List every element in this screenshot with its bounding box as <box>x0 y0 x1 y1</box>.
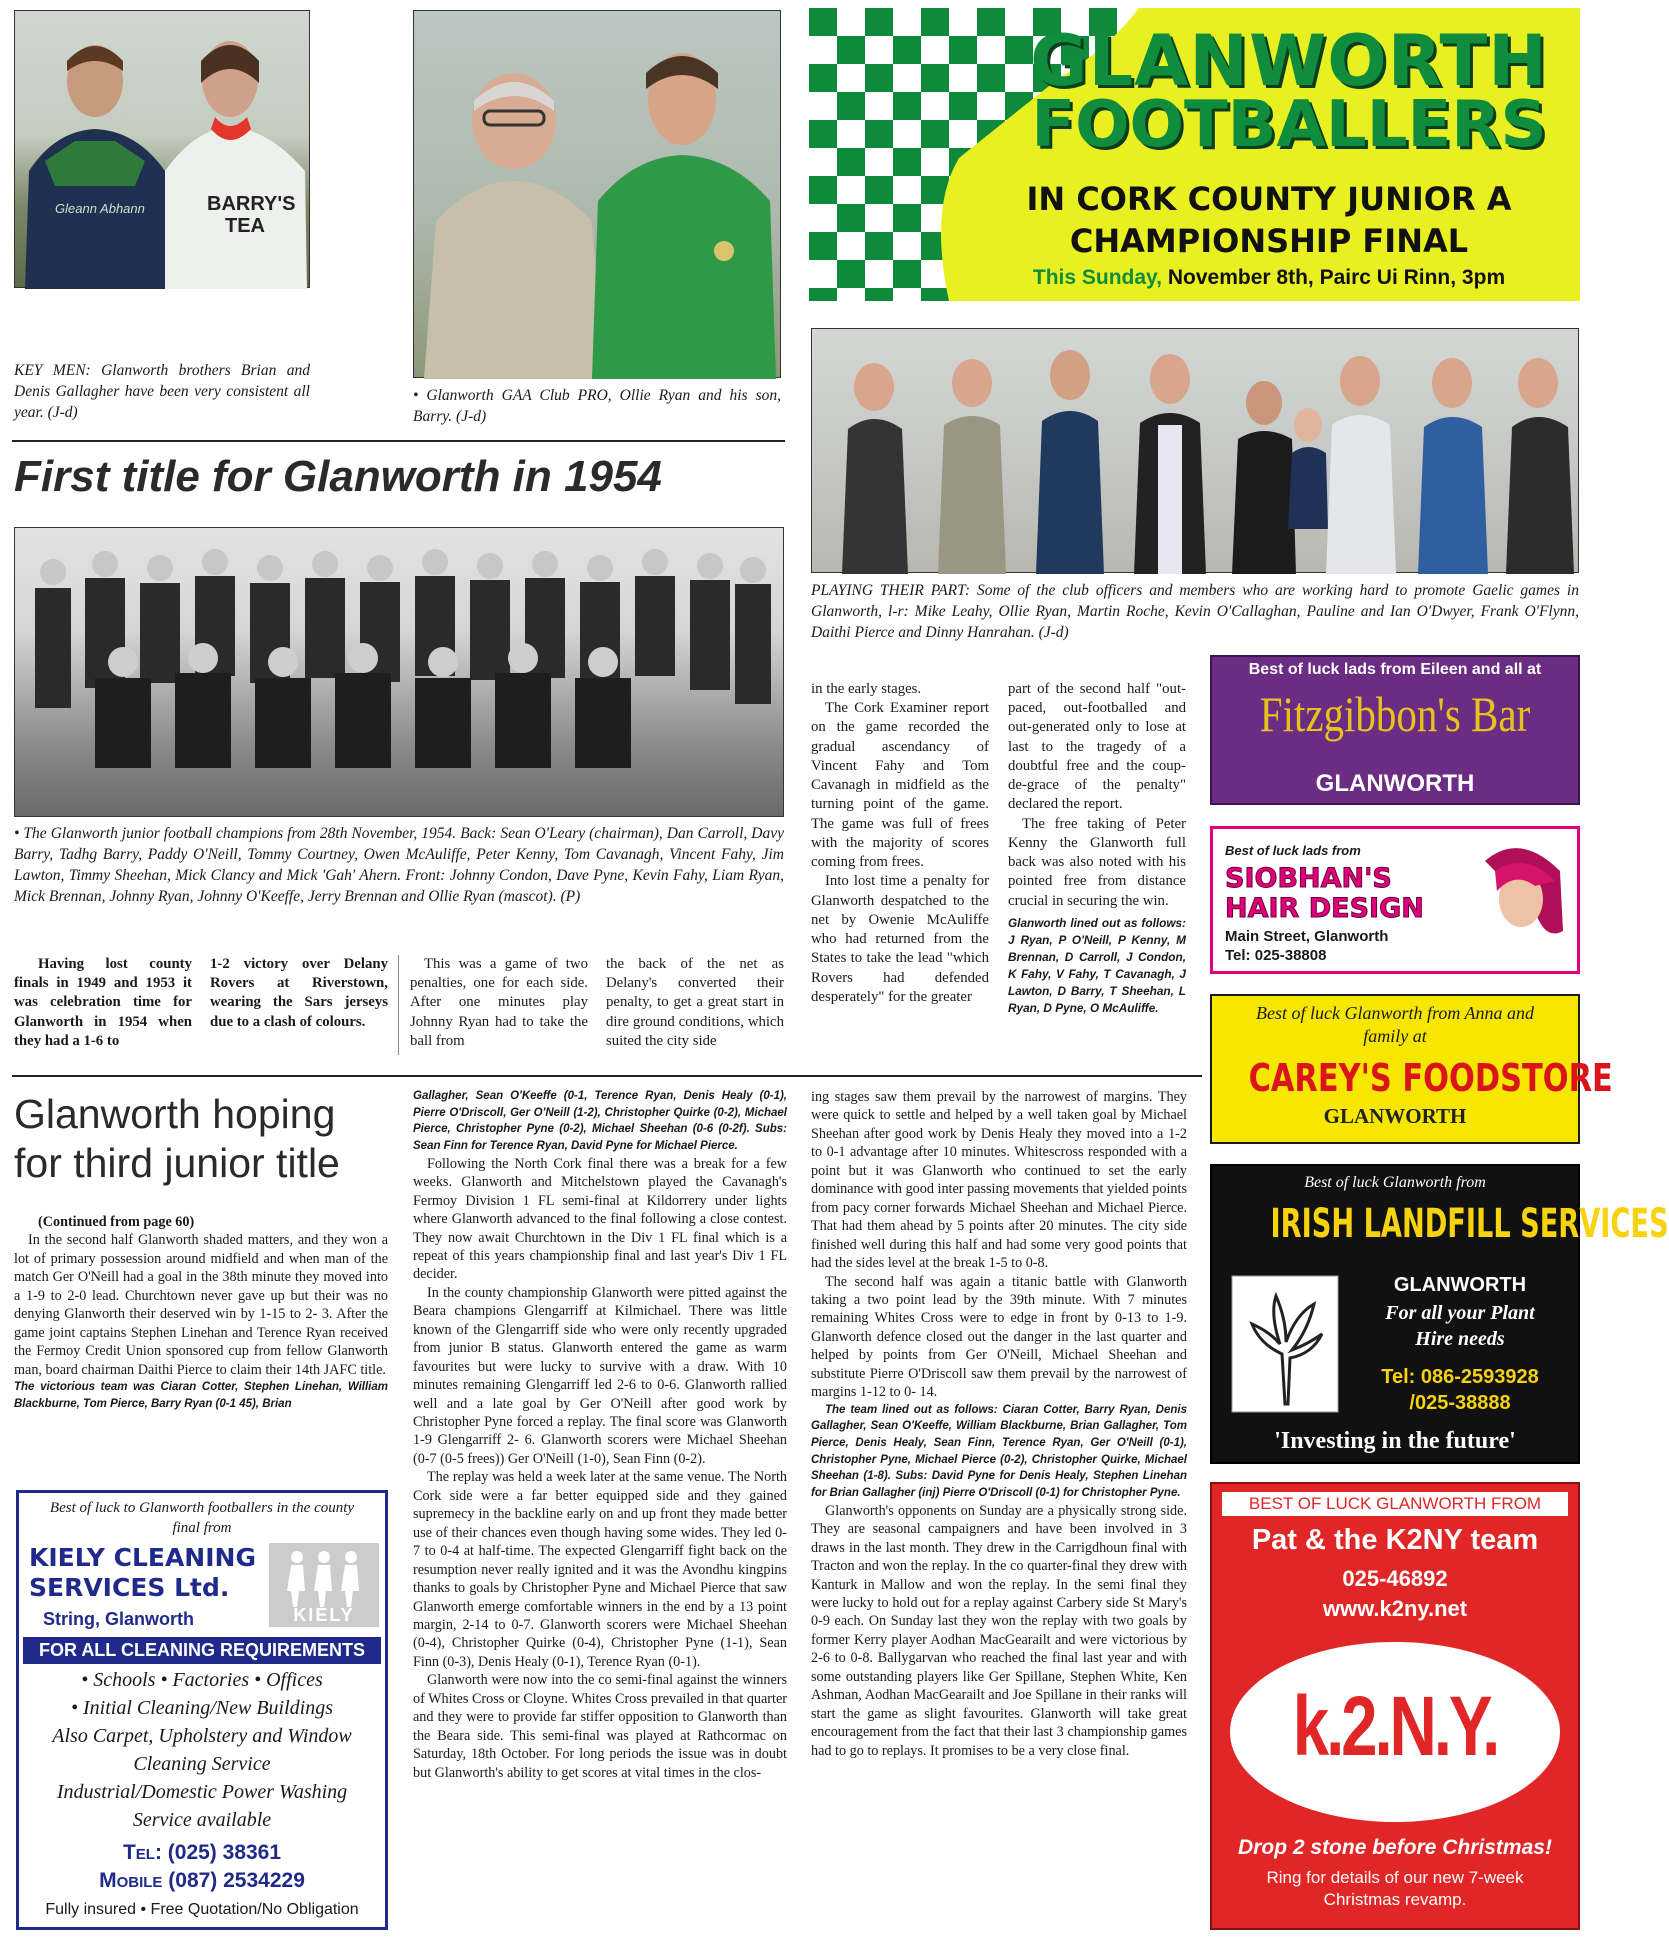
ad-k2ny-logo: k.2.N.Y. <box>1292 1679 1498 1773</box>
article1-col6-lineup: Glanworth lined out as follows: J Ryan, P O'Neill, P Kenny, M Brennan, D Carroll, J Condon, K Fahy, V Fahy, T Cavanagh, J Lawton, D Barry, T Sheehan, L Ryan, D Pyne, O McAuliffe. <box>1008 915 1186 1016</box>
ad-landfill-slogan: 'Investing in the future' <box>1274 1428 1516 1454</box>
article1-col4 <box>606 955 784 1051</box>
article1-col5 <box>811 680 989 1007</box>
ad-kiely-l5: Industrial/Domestic Power Washing <box>56 1781 348 1803</box>
ad-landfill-tel2: /025-38888 <box>1409 1392 1511 1414</box>
caption-brothers: KEY MEN: Glanworth brothers Brian and Denis Gallagher have been very consistent all year. (J-d) <box>14 362 310 422</box>
banner-date <box>969 266 1569 290</box>
jersey-text-right-1: BARRY'S <box>207 193 296 215</box>
ad-landfill-place: GLANWORTH <box>1393 1274 1527 1296</box>
ad-kiely-top: Best of luck to Glanworth footballers in the county final from <box>49 1500 355 1536</box>
ad-kiely-l1: • Schools • Factories • Offices <box>81 1669 323 1691</box>
ad-kiely-logo-box <box>269 1543 379 1627</box>
caption-team-1954: • The Glanworth junior football champions from 28th November, 1954. Back: Sean O'Leary (chairman), Dan Carroll, Davy Barry, Tadhg Barry, Paddy O'Neill, Tommy Courtney, Owen McAuliffe, Peter Kenny, Tom Cavanagh, Vincent Fahy, Jim Lawton, Timmy Sheehan, Mick Clancy and Mick 'Gah' Ahern. Front: Johnny Condon, Dave Pyne, Kevin Fahy, Liam Ryan, Mick Brennan, Johnny Ryan, Johnny O'Keeffe, Jerry Brennan and Ollie Ryan (mascot). (P) <box>14 825 784 906</box>
ad-kiely-logo: KIELY <box>293 1605 355 1625</box>
article1-col6 <box>1008 680 1186 1017</box>
ad-siobhan-top: Best of luck lads from <box>1225 843 1361 858</box>
banner-date-rest: November 8th, Pairc Ui Rinn, 3pm <box>1167 266 1506 289</box>
article2-col1 <box>14 1213 388 1412</box>
ad-k2ny-web: www.k2ny.net <box>1322 1596 1468 1621</box>
ad-landfill-name: IRISH LANDFILL SERVICES <box>1270 1201 1669 1247</box>
article1-col-divider <box>398 955 399 1055</box>
article2-c2-lineup: Gallagher, Sean O'Keeffe (0-1, Terence Ryan, Denis Healy (0-1), Pierre O'Driscoll, Ger O'Neill (1-2), Christopher Quirke (0-2), Michael Pierce, Christopher Pyne (0-2), Michael Sheehan (0-6 (0-2f). Subs: Sean Finn for Terence Ryan, David Pyne for Michael Pierce. <box>413 1090 787 1153</box>
article2-c1-p1: In the second half Glanworth shaded matters, and they won a lot of primary possession around midfield and when man of the match Ger O'Neill had a goal in the 38th minute they moved into a 1-9 to 2-0 lead. Churchtown never gave up but their was no denying Glanworth their deserved win by 1-15 to 2- 3. After the game joint captains Stephen Linehan and Terence Ryan received the Fermoy Credit Union sponsored cup from fellow Glanworth man, board chairman Daithi Pierce to claim their 14th JAFC title. <box>14 1232 388 1378</box>
team-1954-illustration <box>15 528 785 818</box>
article1-col1-text: Having lost county finals in 1949 and 1953 it was celebration time for Glanworth in 1954 when they had a 1-6 to <box>14 956 192 1049</box>
ad-landfill-tel1: Tel: 086-2593928 <box>1381 1366 1539 1388</box>
article1-col4-text: the back of the net as Delany's converted their penalty, to get a great start in dire ground conditions, which suited the city side <box>606 956 784 1049</box>
ad-careys-foodstore[interactable] <box>1210 994 1613 1144</box>
ad-siobhan-addr: Main Street, Glanworth <box>1225 928 1389 945</box>
ad-fitzgibbons-top: Best of luck lads from Eileen and all at <box>1248 661 1542 678</box>
ad-k2ny-name: Pat & the K2NY team <box>1251 1524 1539 1556</box>
ad-kiely-place: String, Glanworth <box>43 1609 194 1629</box>
banner-title-2: FOOTBALLERS <box>1031 88 1547 162</box>
article2-c3-p2: The second half was again a titanic battle with Glanworth taking a two point lead by the 39th minute. With 7 minutes remaining Whites Cross were to edge in front by 0-13 to 1-9. Glanworth defence closed out the danger in the last quarter and helped by points from Ger O'Neill, Michael Sheehan and substitute Pierre O'Driscoll saw them prevail by the narrowest of margins 1-12 to 0- 14. <box>811 1273 1187 1401</box>
ad-kiely-l2: • Initial Cleaning/New Buildings <box>70 1697 333 1719</box>
ad-carey-top: Best of luck Glanworth from Anna and family at <box>1256 1003 1534 1047</box>
article1-col6-p2: The free taking of Peter Kenny the Glanworth full back was also noted with his pointed free from distance crucial in securing the win. <box>1008 815 1186 909</box>
article1-col1 <box>14 955 192 1051</box>
woman-portrait-icon <box>1475 841 1565 951</box>
article2-col2 <box>413 1088 787 1930</box>
article2-continued: (Continued from page 60) <box>38 1214 195 1230</box>
ad-kiely-name2: SERVICES Ltd. <box>29 1573 230 1602</box>
banner-title-1: GLANWORTH <box>1030 20 1548 102</box>
article1-col3-text: This was a game of two penalties, one for each side. After one minutes play Johnny Ryan had to take the ball from <box>410 956 588 1049</box>
ad-kiely-mob: Mobile (087) 2534229 <box>99 1869 305 1892</box>
ad-k2ny-top: BEST OF LUCK GLANWORTH FROM <box>1222 1492 1568 1516</box>
ad-kiely-name1: KIELY CLEANING <box>29 1543 256 1572</box>
article2-c3-lineup: The team lined out as follows: Ciaran Cotter, Barry Ryan, Denis Gallagher, Sean O'Keeffe, William Blackburne, Brian Gallagher, Tom Pierce, Denis Healy, Sean Finn, Terence Ryan, Ger O'Neill (0-1), Christopher Pyne, Michael Pierce (0-2), Christopher Quirke, Michael Sheehan (1-8). Subs: David Pyne for Denis Healy, Stephen Linehan for Brian Gallagher (inj) Pierre O'Driscoll (0-1) for Christopher Pyne. <box>811 1403 1187 1500</box>
ad-siobhan-name1: SIOBHAN'S <box>1225 863 1392 894</box>
jersey-text-right-2: TEA <box>225 215 265 237</box>
ad-carey-place: GLANWORTH <box>1323 1104 1467 1128</box>
ad-kiely-foot: Fully insured • Free Quotation/No Obligation <box>45 1901 359 1918</box>
photo-team-1954 <box>14 527 784 817</box>
ad-fitzgibbons-bar[interactable] <box>1210 655 1580 805</box>
rule-mid-page <box>12 1075 1202 1077</box>
article1-col5-p3: Into lost time a penalty for Glanworth despatched to the net by Owenie McAuliffe who had returned from the States to take the lead "which Rovers had defended desperately" for the greater <box>811 873 989 1005</box>
article1-headline: First title for Glanworth in 1954 <box>14 452 662 501</box>
ad-siobhans-hair[interactable] <box>1210 826 1580 974</box>
article2-c2-p3: The replay was held a week later at the same venue. The North Cork side were a far better equipped side and they gained supremecy in the backline early on and up front they made better use of their chances even though having some wides. They led 0-7 to 0-4 at half-time. The expected Glengarriff fight back on the resumption never really ignited and it was the Avondhu kingpins thanks to goals by Christopher Pyne and Michael Pierce that saw Glanworth emerge comfortable winners in the end by a 13 point margin, 2-14 to 0-7. Glanworth scorers were Michael Sheehan (0-4), Christopher Quirke (0-4), Christopher Pyne (1-1), Sean Finn (0-3), Denis Healy (0-1), Terence Ryan (0-1). <box>413 1469 787 1670</box>
ad-k2ny-logo-oval <box>1230 1642 1560 1822</box>
ad-fitzgibbons-name: Fitzgibbon's Bar <box>1259 686 1531 742</box>
ad-k2ny[interactable] <box>1210 1482 1580 1930</box>
article1-col6-p1: part of the second half "out-paced, out-footballed and out-generated only to lose at last to the tragedy of a doubtful free and the coup-de-grace of the penalty" declared the report. <box>1008 681 1186 813</box>
ad-kiely-cleaning[interactable] <box>16 1490 388 1930</box>
tree-logo-icon <box>1230 1274 1340 1414</box>
article2-c2-p1: Following the North Cork final there was a break for a few weeks. Glanworth and Mitchelstown played the Cavanagh's Fermoy Division 1 FL semi-final at Kildorrery under lights where Glanworth advanced to the final following a close contest. They now await Churchtown in the Div 1 FL final which is a repeat of this years championship final and last year's Div 1 FL decider. <box>413 1155 787 1283</box>
article2-c1-lineup: The victorious team was Ciaran Cotter, Stephen Linehan, William Blackburne, Tom Pierce, Barry Ryan (0-1 45), Brian <box>14 1381 388 1410</box>
ad-kiely-l3: Also Carpet, Upholstery and Window <box>52 1725 352 1747</box>
ad-siobhan-name2: HAIR DESIGN <box>1225 893 1424 924</box>
article1-col2-text: 1-2 victory over Delany Rovers at Riverstown, wearing the Sars jerseys due to a clash of colours. <box>210 956 388 1030</box>
banner-finals <box>809 8 1580 301</box>
article2-c2-p2: In the county championship Glanworth were pitted against the Beara champions Glengarriff at Kilmichael. There was little known of the Glengarriff side who were only recently upgraded from junior B status. Glanworth entered the game as warm favourites but were lucky to survive with a draw. With 10 minutes remaining Glengarriff led 2-6 to 0-6. Glanworth rallied well and a late goal by Ger O'Neill after good work by Christopher Pyne forced a replay. The final score was Glanworth 1-9 Glengarriff 2- 6. Glanworth scorers were Michael Sheehan (0-7 (0-5 frees)) Ger O'Neill (1-0), Sean Finn (0-2). <box>413 1284 787 1467</box>
pro-illustration <box>414 11 782 379</box>
ad-kiely-l4: Cleaning Service <box>133 1753 271 1775</box>
article1-col5-p2: The Cork Examiner report on the game recorded the gradual ascendancy of Vincent Fahy and Tom Cavanagh in midfield as the turning point of the game. The game was full of frees with the majority of scores coming from frees. <box>811 700 989 871</box>
article2-c3-p1: ing stages saw them prevail by the narrowest of margins. They were quick to settle and helped by a well taken goal by Michael Sheehan after good work by Denis Healy they moved into a 1-2 to 0-1 advantage after 10 minutes. Whitescross responded with a point but it was Glanworth who continued to set the early dominance with good inter passing movements that yielded points from pacy corner forwards Michael Sheehan and Michael Pierce. That had them ahead by 5 points after 20 minutes. The city side finished well during this half and had some very good points that had the sides level at the break 1-5 to 0-8. <box>811 1089 1187 1272</box>
ad-k2ny-sub2: Christmas revamp. <box>1323 1890 1467 1909</box>
caption-pro: • Glanworth GAA Club PRO, Ollie Ryan and his son, Barry. (J-d) <box>413 387 781 426</box>
ad-landfill-l1: For all your Plant <box>1385 1302 1535 1324</box>
ad-kiely-l6: Service available <box>132 1809 272 1831</box>
article2-c2-p4: Glanworth were now into the co semi-final against the winners of Whites Cross or Cloyne. Whites Cross prevailed in that quarter and they were to provide far stiffer opposition to Glanworth than the Beara side. This semi-final was played at Rathcormac on Saturday, 18th October. For long periods the issue was in doubt but Glanworth's ability to get scores at vital times in the clos- <box>413 1672 787 1781</box>
article2-col3 <box>811 1088 1187 1930</box>
article1-col5-p1: in the early stages. <box>811 681 922 697</box>
ad-kiely-tel: Tel: (025) 38361 <box>122 1841 282 1864</box>
ad-irish-landfill[interactable] <box>1210 1164 1669 1464</box>
article1-col2 <box>210 955 388 1032</box>
article2-c3-p3: Glanworth's opponents on Sunday are a physically strong side. They are seasonal campaigners and have been involved in 3 draws in the last month. They drew in the Carrigdhoun final with Tracton and won the replay. In the co quarter-final they drew with Kanturk in Mallow and won the replay. In the semi final they were lucky to hold out for a replay against Carbery side St Mary's 0-9 each. On Sunday last they won the replay with two goals by former Kerry player Aodhan MacGearailt and were victorious by 2-6 to 0-8. Ballygarvan who reached the final last year and with some outstanding players like Ger Spillane, Stephen White, Ken Ashman, Aodhan MacGearailt and Joe Spillane in their ranks will start the game as slight favourites. Glanworth will take great encouragement from the fact that their last 3 championship games had to go to replays. It promises to be a very close final. <box>811 1502 1187 1759</box>
ad-k2ny-tel: 025-46892 <box>1342 1566 1448 1591</box>
brothers-illustration <box>15 11 311 289</box>
banner-date-prefix: This Sunday, <box>1032 266 1163 289</box>
banner-sub-1: IN CORK COUNTY JUNIOR A <box>1026 180 1512 218</box>
ad-carey-name: CAREY'S FOODSTORE <box>1248 1056 1613 1100</box>
ad-fitzgibbons-place: GLANWORTH <box>1315 770 1475 797</box>
officers-illustration <box>812 329 1580 574</box>
article1-col3 <box>410 955 588 1051</box>
ad-landfill-top: Best of luck Glanworth from <box>1304 1174 1486 1191</box>
ad-k2ny-tag: Drop 2 stone before Christmas! <box>1238 1836 1552 1859</box>
jersey-text-left: Gleann Abhann <box>55 201 145 216</box>
photo-officers <box>811 328 1579 573</box>
article2-headline: Glanworth hoping for third junior title <box>14 1091 340 1187</box>
caption-officers: PLAYING THEIR PART: Some of the club officers and members who are working hard to promote Gaelic games in Glanworth, l-r: Mike Leahy, Ollie Ryan, Martin Roche, Kevin O'Callaghan, Pauline and Ian O'Dwyer, Frank O'Flynn, Daithi Pierce and Dinny Hanrahan. (J-d) <box>811 582 1579 642</box>
ad-landfill-l2: Hire needs <box>1415 1328 1505 1350</box>
ad-k2ny-sub1: Ring for details of our new 7-week <box>1266 1868 1524 1887</box>
rule-under-top-photos <box>12 440 785 442</box>
photo-brothers <box>14 10 310 288</box>
photo-pro <box>413 10 781 378</box>
banner-sub-2: CHAMPIONSHIP FINAL <box>1069 222 1469 260</box>
ad-siobhan-tel: Tel: 025-38808 <box>1225 947 1327 964</box>
ad-kiely-banner: FOR ALL CLEANING REQUIREMENTS <box>23 1637 381 1664</box>
